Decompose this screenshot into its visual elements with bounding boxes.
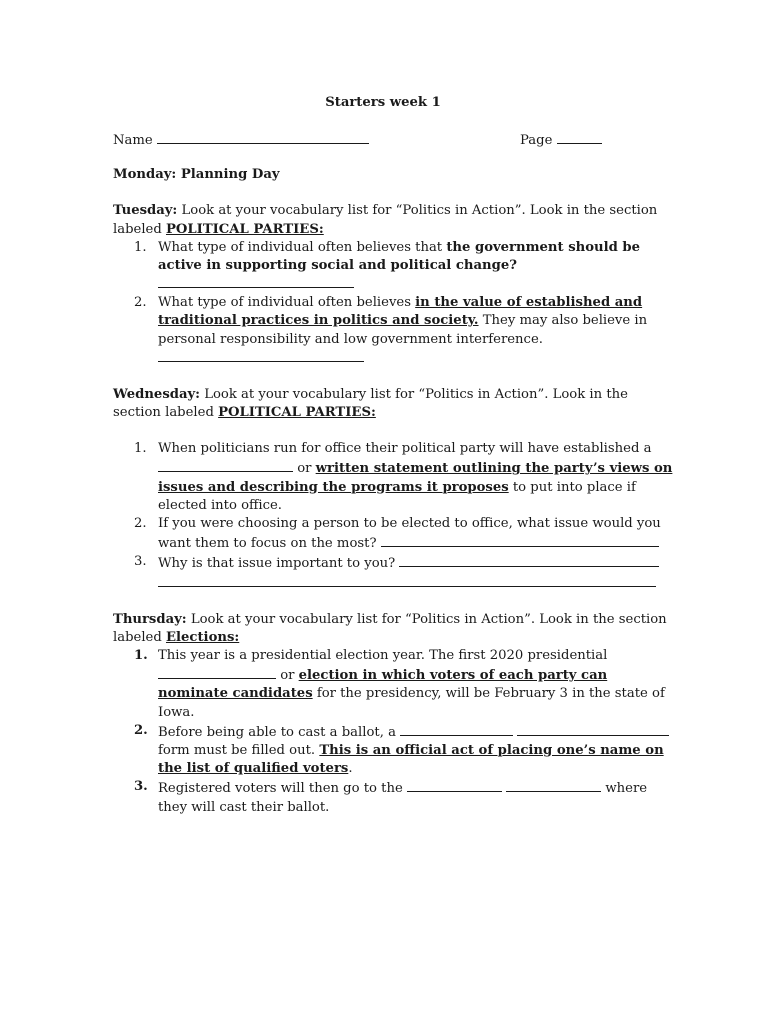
question-text: or <box>276 668 299 684</box>
question-bold-text: election in which voters of each party can nominate candidates <box>158 668 608 702</box>
page-blank[interactable] <box>557 130 602 144</box>
question-bold-text: the government should be active in supporting social and political change? <box>158 239 641 274</box>
answer-blank[interactable] <box>158 574 656 587</box>
question-text: What type of individual often believes that <box>158 239 447 255</box>
question-text: They may also believe in personal responsibility and low government interference. <box>158 313 648 347</box>
page-label: Page <box>520 133 553 149</box>
item-number: 2. <box>134 722 148 738</box>
question-bold-text: This is an official act of placing one’s name on the list of qualified voters <box>158 743 664 777</box>
list-item <box>113 647 673 722</box>
answer-blank[interactable] <box>381 533 659 547</box>
answer-blank[interactable] <box>400 722 513 736</box>
name-label: Name <box>113 133 153 149</box>
thursday-section: Elections: <box>165 629 240 645</box>
question-text: What type of individual often believes <box>158 295 416 311</box>
tuesday-questions <box>113 239 673 362</box>
question-text: or <box>293 461 316 477</box>
answer-blank[interactable] <box>399 553 659 567</box>
answer-blank[interactable] <box>158 349 364 362</box>
page-field <box>520 130 602 150</box>
question-text: where they will cast their ballot. <box>158 781 648 815</box>
list-item <box>113 294 673 362</box>
question-text: This year is a presidential election year. The first 2020 presidential <box>158 648 608 664</box>
list-item <box>113 778 673 816</box>
monday-heading: Monday: Planning Day <box>113 167 280 183</box>
list-item <box>113 553 673 586</box>
question-text: Before being able to cast a ballot, a <box>158 724 401 740</box>
name-blank[interactable] <box>157 130 369 144</box>
wednesday-intro <box>113 386 673 422</box>
thursday-intro-text: Look at your vocabulary list for “Politics in Action”. Look in the section labeled <box>113 611 667 645</box>
item-number: 3. <box>134 779 148 795</box>
item-number: 3. <box>134 554 147 570</box>
question-text: . <box>348 761 353 777</box>
question-text: for the presidency, will be February 3 in the state of Iowa. <box>158 686 665 720</box>
wednesday-section: POLITICAL PARTIES: <box>218 405 376 421</box>
item-number: 1. <box>134 648 148 664</box>
tuesday-day: Tuesday: <box>113 203 178 219</box>
wednesday-day: Wednesday: <box>113 386 201 402</box>
thursday-questions <box>113 647 673 817</box>
answer-blank[interactable] <box>506 778 601 792</box>
list-item <box>113 515 673 553</box>
tuesday-section: POLITICAL PARTIES: <box>165 221 324 237</box>
list-item <box>113 239 673 288</box>
item-number: 2. <box>134 516 147 532</box>
answer-blank[interactable] <box>158 458 293 472</box>
tuesday-intro <box>113 202 673 238</box>
page-title: Starters week 1 <box>325 95 441 110</box>
worksheet <box>113 94 673 817</box>
wednesday-questions <box>113 440 673 586</box>
item-number: 1. <box>134 441 147 457</box>
question-text: Why is that issue important to you? <box>158 556 400 572</box>
answer-blank[interactable] <box>407 778 502 792</box>
wednesday-intro-text: Look at your vocabulary list for “Politics in Action”. Look in the section labeled <box>113 386 628 421</box>
question-text: When politicians run for office their political party will have established a <box>158 441 652 457</box>
question-bold-text: written statement outlining the party’s views on issues and describing the programs it proposes <box>158 461 673 495</box>
answer-blank[interactable] <box>158 665 276 679</box>
question-text: If you were choosing a person to be elected to office, what issue would you want them to focus on the most? <box>158 516 661 552</box>
question-text: form must be filled out. <box>158 743 320 759</box>
thursday-intro <box>113 611 673 647</box>
item-number: 2. <box>134 295 147 311</box>
list-item <box>113 440 673 515</box>
list-item <box>113 722 673 779</box>
name-row <box>113 130 673 148</box>
thursday-day: Thursday: <box>113 611 187 627</box>
item-number: 1. <box>134 239 147 255</box>
answer-blank[interactable] <box>158 275 354 288</box>
question-bold-text: in the value of established and traditional practices in politics and society. <box>158 295 643 329</box>
question-text: Registered voters will then go to the <box>158 781 407 797</box>
tuesday-intro-text: Look at your vocabulary list for “Politics in Action”. Look in the section labeled <box>113 203 658 237</box>
question-text: to put into place if elected into office. <box>158 479 636 513</box>
answer-blank[interactable] <box>517 722 669 736</box>
